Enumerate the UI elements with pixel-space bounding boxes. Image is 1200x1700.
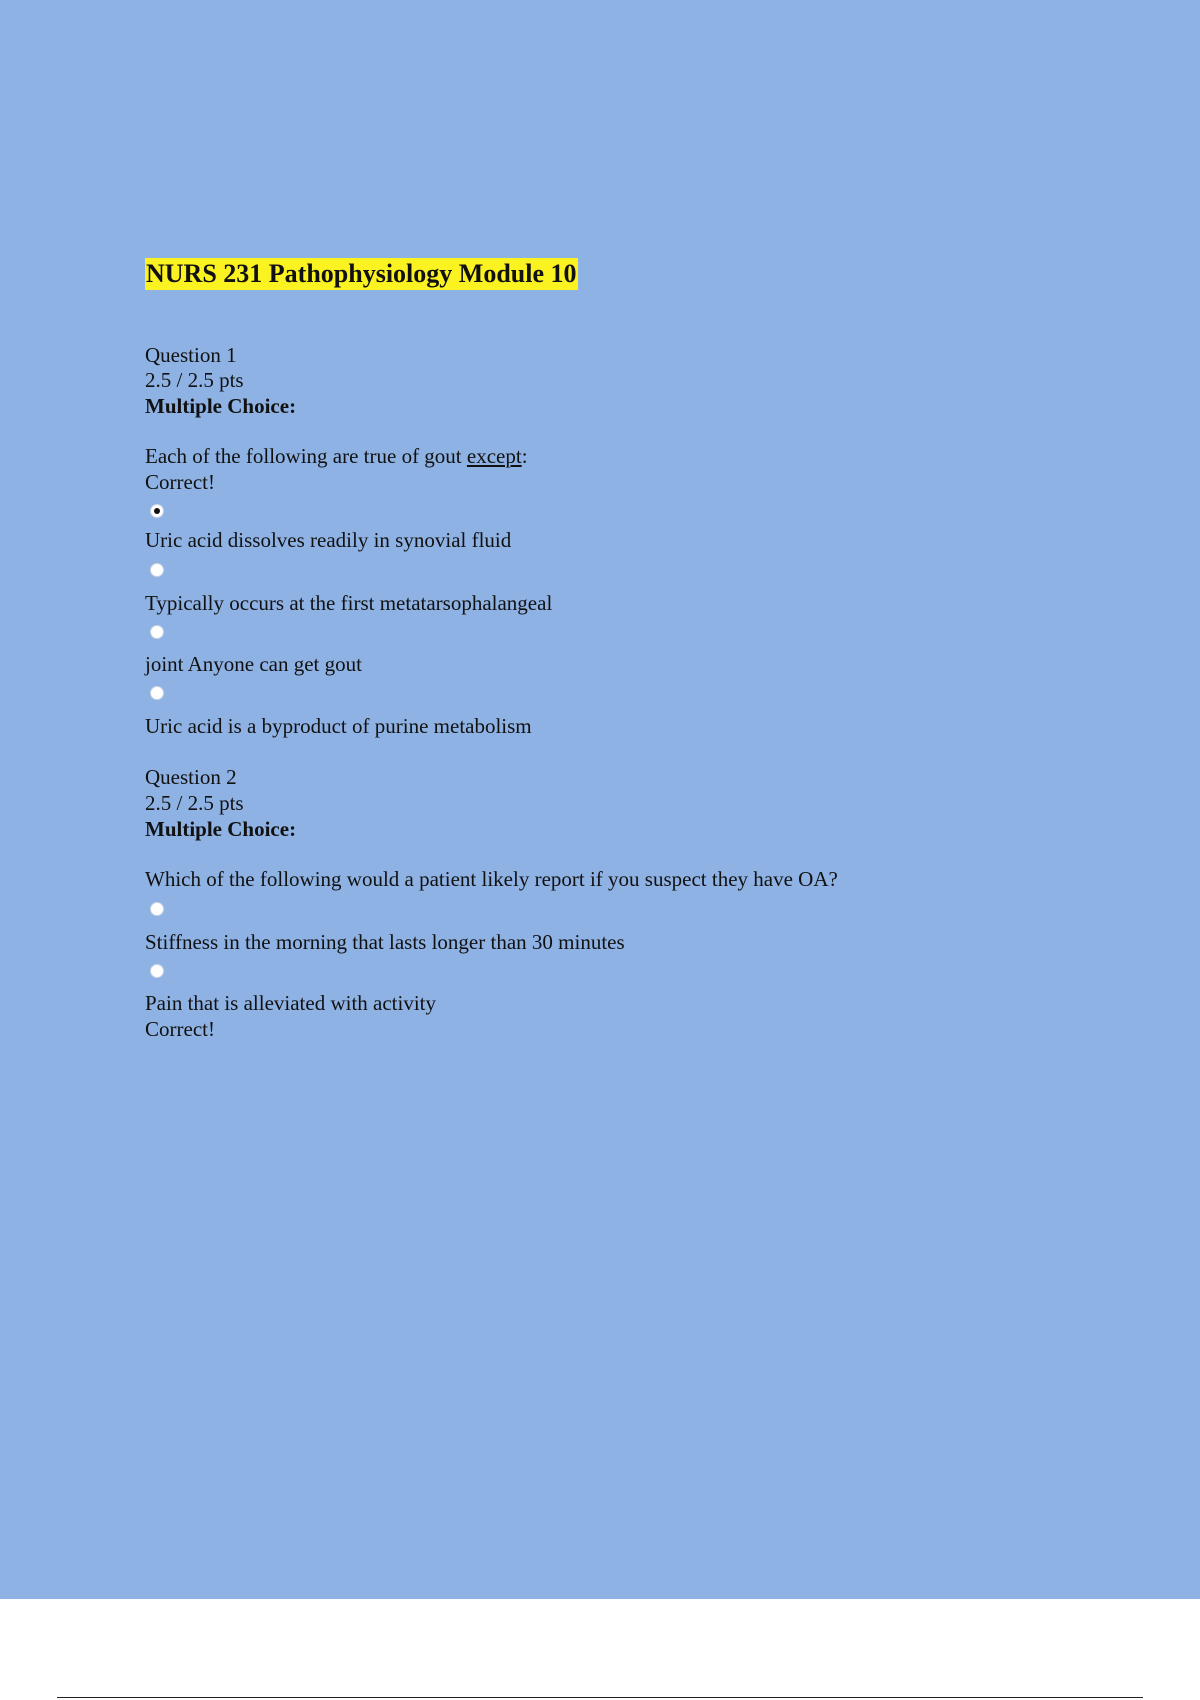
question-1-correct-label: Correct!: [145, 470, 215, 494]
question-1-option-1-text: Uric acid dissolves readily in synovial fluid: [145, 528, 512, 552]
footer-divider: [57, 1697, 1143, 1698]
question-2-option-1-text: Stiffness in the morning that lasts longer than 30 minutes: [145, 930, 625, 954]
question-1-option-3-text: joint Anyone can get gout: [145, 652, 362, 676]
question-1-option-3-radio[interactable]: [150, 625, 164, 639]
question-1-prompt: [145, 443, 528, 469]
question-1-option-2-radio[interactable]: [150, 563, 164, 577]
question-1-prompt-colon: :: [521, 444, 528, 468]
question-1-label: Question 1: [145, 343, 237, 367]
question-2-option-1-radio[interactable]: [150, 902, 164, 916]
question-2-points: 2.5 / 2.5 pts: [145, 791, 244, 815]
question-1-option-4-text: Uric acid is a byproduct of purine metabolism: [145, 714, 532, 738]
question-1-option-4-radio[interactable]: [150, 686, 164, 700]
question-2-label: Question 2: [145, 765, 237, 789]
question-2-correct-label: Correct!: [145, 1017, 215, 1041]
question-2-prompt: Which of the following would a patient likely report if you suspect they have OA?: [145, 867, 838, 891]
question-2-type: Multiple Choice:: [145, 817, 297, 841]
question-2-option-2-text: Pain that is alleviated with activity: [145, 991, 437, 1015]
question-1-type: Multiple Choice:: [145, 394, 297, 418]
question-1-option-2-text: Typically occurs at the first metatarsophalangeal: [145, 591, 553, 615]
question-1-prompt-text: Each of the following are true of gout: [145, 444, 467, 468]
document-title: NURS 231 Pathophysiology Module 10: [146, 259, 577, 288]
question-1-option-1-radio[interactable]: [150, 504, 164, 518]
question-2-option-2-radio[interactable]: [150, 964, 164, 978]
question-1-prompt-emphasis: except: [466, 444, 522, 468]
question-1-points: 2.5 / 2.5 pts: [145, 368, 244, 392]
